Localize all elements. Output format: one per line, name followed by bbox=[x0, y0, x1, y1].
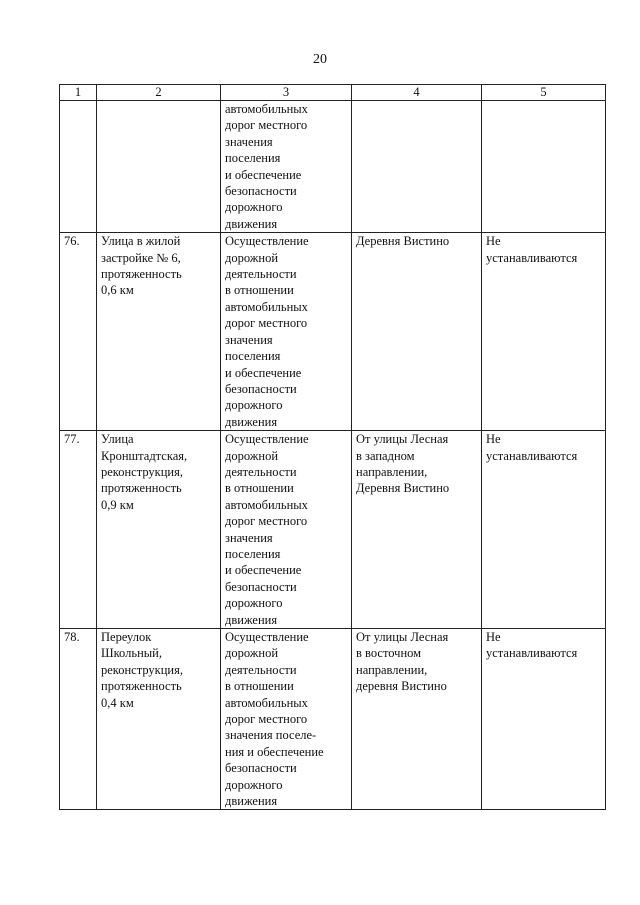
cell-text-line: деятельности bbox=[225, 662, 297, 677]
cell-text-line: дорожного bbox=[225, 200, 283, 215]
cell-text-line: Деревня Вистино bbox=[356, 234, 450, 249]
cell-text-line: дорожного bbox=[225, 398, 283, 413]
cell-text-line: Переулок bbox=[101, 630, 152, 644]
cell-text-line: устанавливаются bbox=[486, 646, 578, 661]
cell-text-line: и обеспечение bbox=[225, 167, 302, 182]
continuation-row bbox=[60, 101, 606, 233]
cell-text-line: значения bbox=[225, 134, 273, 149]
cell-text-line: значения bbox=[225, 332, 273, 347]
cell-text-line: автомобильных bbox=[225, 102, 308, 116]
cell-text-line: дорожной bbox=[225, 250, 279, 265]
cell-text-line: дорожной bbox=[225, 646, 279, 661]
cell-text-line: поселения bbox=[225, 546, 281, 561]
cell-text-line: От улицы Лесная bbox=[356, 630, 449, 644]
cell-text-line: Школьный, bbox=[101, 646, 162, 661]
page-number: 20 bbox=[313, 52, 327, 67]
cell-text-line: устанавливаются bbox=[486, 250, 578, 265]
zone-cell bbox=[482, 233, 606, 431]
cell-text-line: в отношении bbox=[225, 283, 294, 298]
cell-text-line: протяженность bbox=[101, 267, 182, 282]
cell-text-line: протяженность bbox=[101, 481, 182, 496]
cell-text-line: устанавливаются bbox=[486, 448, 578, 463]
continuation-num-cell bbox=[60, 101, 97, 233]
table-row bbox=[60, 233, 606, 431]
column-header-3: 3 bbox=[221, 85, 352, 101]
cell-text-line: движения bbox=[225, 216, 278, 231]
cell-text-line: в отношении bbox=[225, 679, 294, 694]
cell-text-line: безопасности bbox=[225, 184, 297, 199]
cell-text-line: Осуществление bbox=[225, 234, 309, 249]
cell-text-line: Не bbox=[486, 630, 501, 644]
cell-text-line: дорожной bbox=[225, 448, 279, 463]
cell-text-line: Деревня Вистино bbox=[356, 481, 450, 496]
continuation-name-cell bbox=[97, 101, 221, 233]
cell-text-line: автомобильных bbox=[225, 299, 308, 314]
cell-text-line: От улицы Лесная bbox=[356, 432, 449, 447]
cell-text-line: реконструкция, bbox=[101, 464, 184, 479]
cell-text-line: реконструкция, bbox=[101, 662, 184, 677]
cell-text-line: направлении, bbox=[356, 662, 428, 677]
cell-text-line: в восточном bbox=[356, 646, 422, 661]
cell-text-line: деревня Вистино bbox=[356, 679, 447, 694]
cell-text-line: и обеспечение bbox=[225, 563, 302, 578]
cell-text-line: дорог местного bbox=[225, 316, 308, 331]
cell-text-line: Улица bbox=[101, 432, 134, 447]
column-header-4: 4 bbox=[352, 85, 482, 101]
cell-text-line: в отношении bbox=[225, 481, 294, 496]
cell-text-line: безопасности bbox=[225, 761, 297, 776]
purpose-cell bbox=[221, 629, 352, 810]
cell-text-line: движения bbox=[225, 612, 278, 627]
cell-text-line: Осуществление bbox=[225, 630, 309, 644]
location-cell bbox=[352, 629, 482, 810]
cell-text-line: безопасности bbox=[225, 579, 297, 594]
cell-text-line: автомобильных bbox=[225, 695, 308, 710]
row-number-cell: 76. bbox=[60, 233, 97, 431]
cell-text-line: дорожного bbox=[225, 596, 283, 611]
cell-text-line: Кронштадтская, bbox=[101, 448, 188, 463]
location-cell bbox=[352, 431, 482, 629]
cell-text-line: застройке № 6, bbox=[101, 250, 181, 265]
continuation-zone-cell bbox=[482, 101, 606, 233]
column-header-2: 2 bbox=[97, 85, 221, 101]
cell-text-line: протяженность bbox=[101, 679, 182, 694]
table-row bbox=[60, 629, 606, 810]
cell-text-line: автомобильных bbox=[225, 497, 308, 512]
cell-text-line: движения bbox=[225, 414, 278, 429]
table-body bbox=[60, 101, 606, 810]
cell-text-line: Не bbox=[486, 432, 501, 447]
cell-text-line: деятельности bbox=[225, 267, 297, 282]
table-row bbox=[60, 431, 606, 629]
table-header-row bbox=[60, 85, 606, 101]
continuation-purpose-cell bbox=[221, 101, 352, 233]
row-number-cell: 78. bbox=[60, 629, 97, 810]
purpose-cell bbox=[221, 431, 352, 629]
cell-text-line: безопасности bbox=[225, 381, 297, 396]
objects-table bbox=[59, 84, 606, 810]
cell-text-line: в западном bbox=[356, 448, 415, 463]
cell-text-line: Улица в жилой bbox=[101, 234, 181, 249]
cell-text-line: деятельности bbox=[225, 464, 297, 479]
row-number-cell: 77. bbox=[60, 431, 97, 629]
purpose-cell bbox=[221, 233, 352, 431]
cell-text-line: ния и обеспечение bbox=[225, 744, 324, 759]
cell-text-line: значения bbox=[225, 530, 273, 545]
object-name-cell bbox=[97, 431, 221, 629]
cell-text-line: 0,4 км bbox=[101, 695, 134, 710]
continuation-location-cell bbox=[352, 101, 482, 233]
cell-text-line: дорог местного bbox=[225, 514, 308, 529]
location-cell bbox=[352, 233, 482, 431]
cell-text-line: дорожного bbox=[225, 777, 283, 792]
cell-text-line: направлении, bbox=[356, 464, 428, 479]
cell-text-line: Осуществление bbox=[225, 432, 309, 447]
column-header-1: 1 bbox=[60, 85, 97, 101]
zone-cell bbox=[482, 431, 606, 629]
cell-text-line: 0,9 км bbox=[101, 497, 134, 512]
cell-text-line: дорог местного bbox=[225, 118, 308, 133]
cell-text-line: поселения bbox=[225, 349, 281, 364]
cell-text-line: и обеспечение bbox=[225, 365, 302, 380]
cell-text-line: дорог местного bbox=[225, 712, 308, 727]
object-name-cell bbox=[97, 629, 221, 810]
cell-text-line: 0,6 км bbox=[101, 283, 134, 298]
cell-text-line: движения bbox=[225, 794, 278, 809]
column-header-5: 5 bbox=[482, 85, 606, 101]
cell-text-line: поселения bbox=[225, 151, 281, 166]
object-name-cell bbox=[97, 233, 221, 431]
cell-text-line: Не bbox=[486, 234, 501, 249]
cell-text-line: значения поселе- bbox=[225, 728, 317, 743]
zone-cell bbox=[482, 629, 606, 810]
